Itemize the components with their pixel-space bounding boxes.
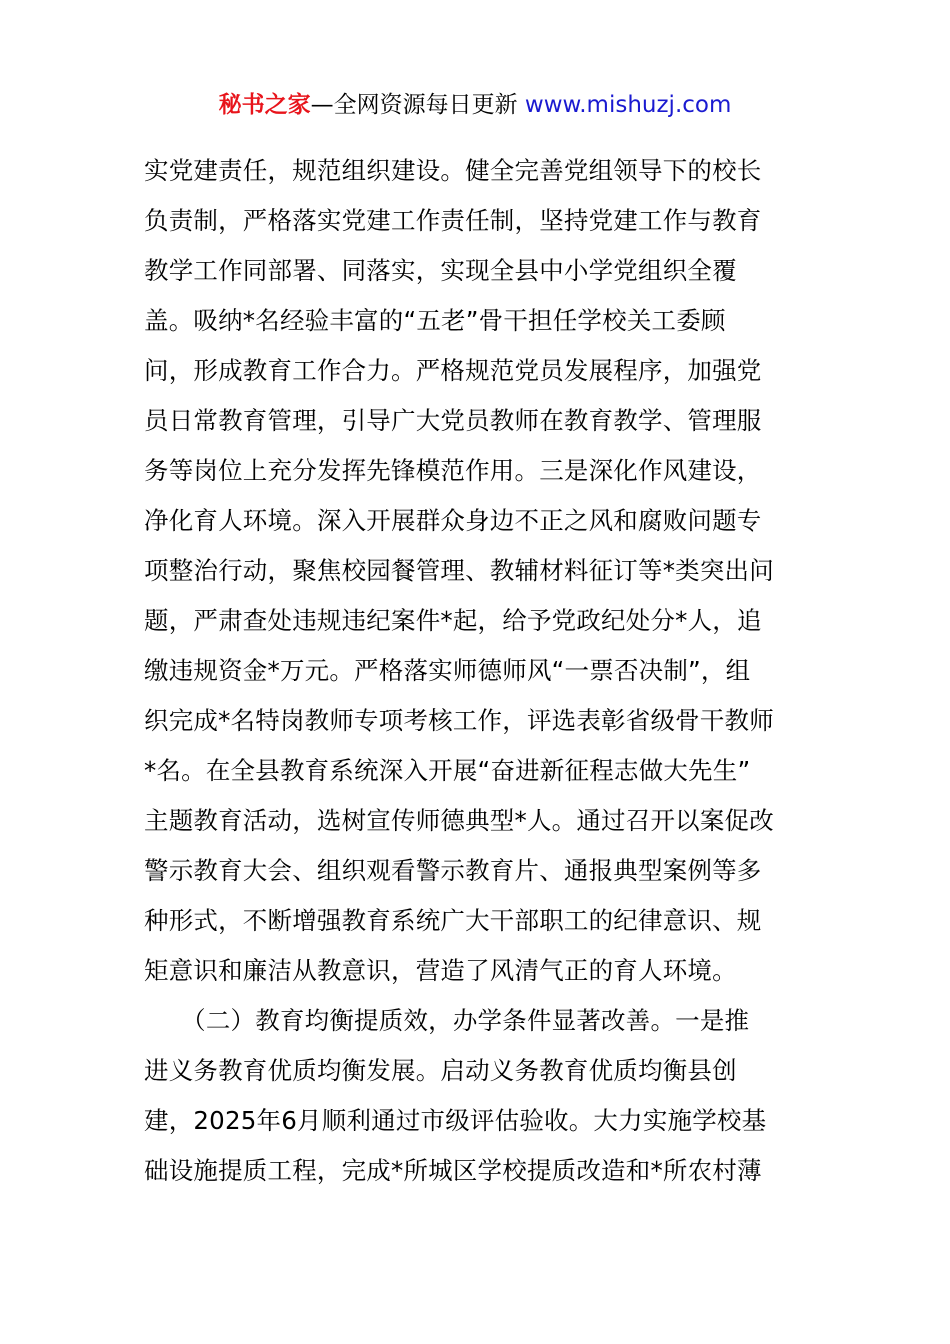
text-line: 缴违规资金*万元。严格落实师德师风“一票否决制”，组 <box>144 656 751 685</box>
document-body <box>144 146 808 1196</box>
text-line: 教学工作同部署、同落实，实现全县中小学党组织全覆 <box>144 256 737 285</box>
text-line: 进义务教育优质均衡发展。启动义务教育优质均衡县创 <box>144 1056 737 1085</box>
text-line: 项整治行动，聚焦校园餐管理、教辅材料征订等*类突出问 <box>144 556 774 585</box>
text-line: 盖。吸纳*名经验丰富的“五老”骨干担任学校关工委顾 <box>144 306 726 335</box>
text-line: 织完成*名特岗教师专项考核工作，评选表彰省级骨干教师 <box>144 706 774 735</box>
text-line: 础设施提质工程，完成*所城区学校提质改造和*所农村薄 <box>144 1156 762 1185</box>
text-line: 种形式，不断增强教育系统广大干部职工的纪律意识、规 <box>144 906 762 935</box>
site-url-link[interactable]: www.mishuzj.com <box>524 92 732 118</box>
site-brand: 秘书之家 <box>218 92 311 118</box>
text-line: 主题教育活动，选树宣传师德典型*人。通过召开以案促改 <box>144 806 774 835</box>
text-line: 负责制，严格落实党建工作责任制，坚持党建工作与教育 <box>144 206 762 235</box>
text-line: 问，形成教育工作合力。严格规范党员发展程序，加强党 <box>144 356 762 385</box>
text-line: 警示教育大会、组织观看警示教育片、通报典型案例等多 <box>144 856 762 885</box>
text-line: 实党建责任，规范组织建设。健全完善党组领导下的校长 <box>144 156 762 185</box>
text-line: 题，严肃查处违规违纪案件*起，给予党政纪处分*人，追 <box>144 606 762 635</box>
text-line: 建，2025年6月顺利通过市级评估验收。大力实施学校基 <box>144 1106 767 1135</box>
text-line: 员日常教育管理，引导广大党员教师在教育教学、管理服 <box>144 406 762 435</box>
text-line: 务等岗位上充分发挥先锋模范作用。三是深化作风建设， <box>144 456 762 485</box>
text-line: *名。在全县教育系统深入开展“奋进新征程志做大先生” <box>144 756 751 785</box>
text-line: （二）教育均衡提质效，办学条件显著改善。一是推 <box>144 1006 750 1035</box>
text-line: 矩意识和廉洁从教意识，营造了风清气正的育人环境。 <box>144 956 737 985</box>
site-header <box>0 88 950 122</box>
text-line: 净化育人环境。深入开展群众身边不正之风和腐败问题专 <box>144 506 762 535</box>
site-tagline: —全网资源每日更新 <box>310 92 525 118</box>
